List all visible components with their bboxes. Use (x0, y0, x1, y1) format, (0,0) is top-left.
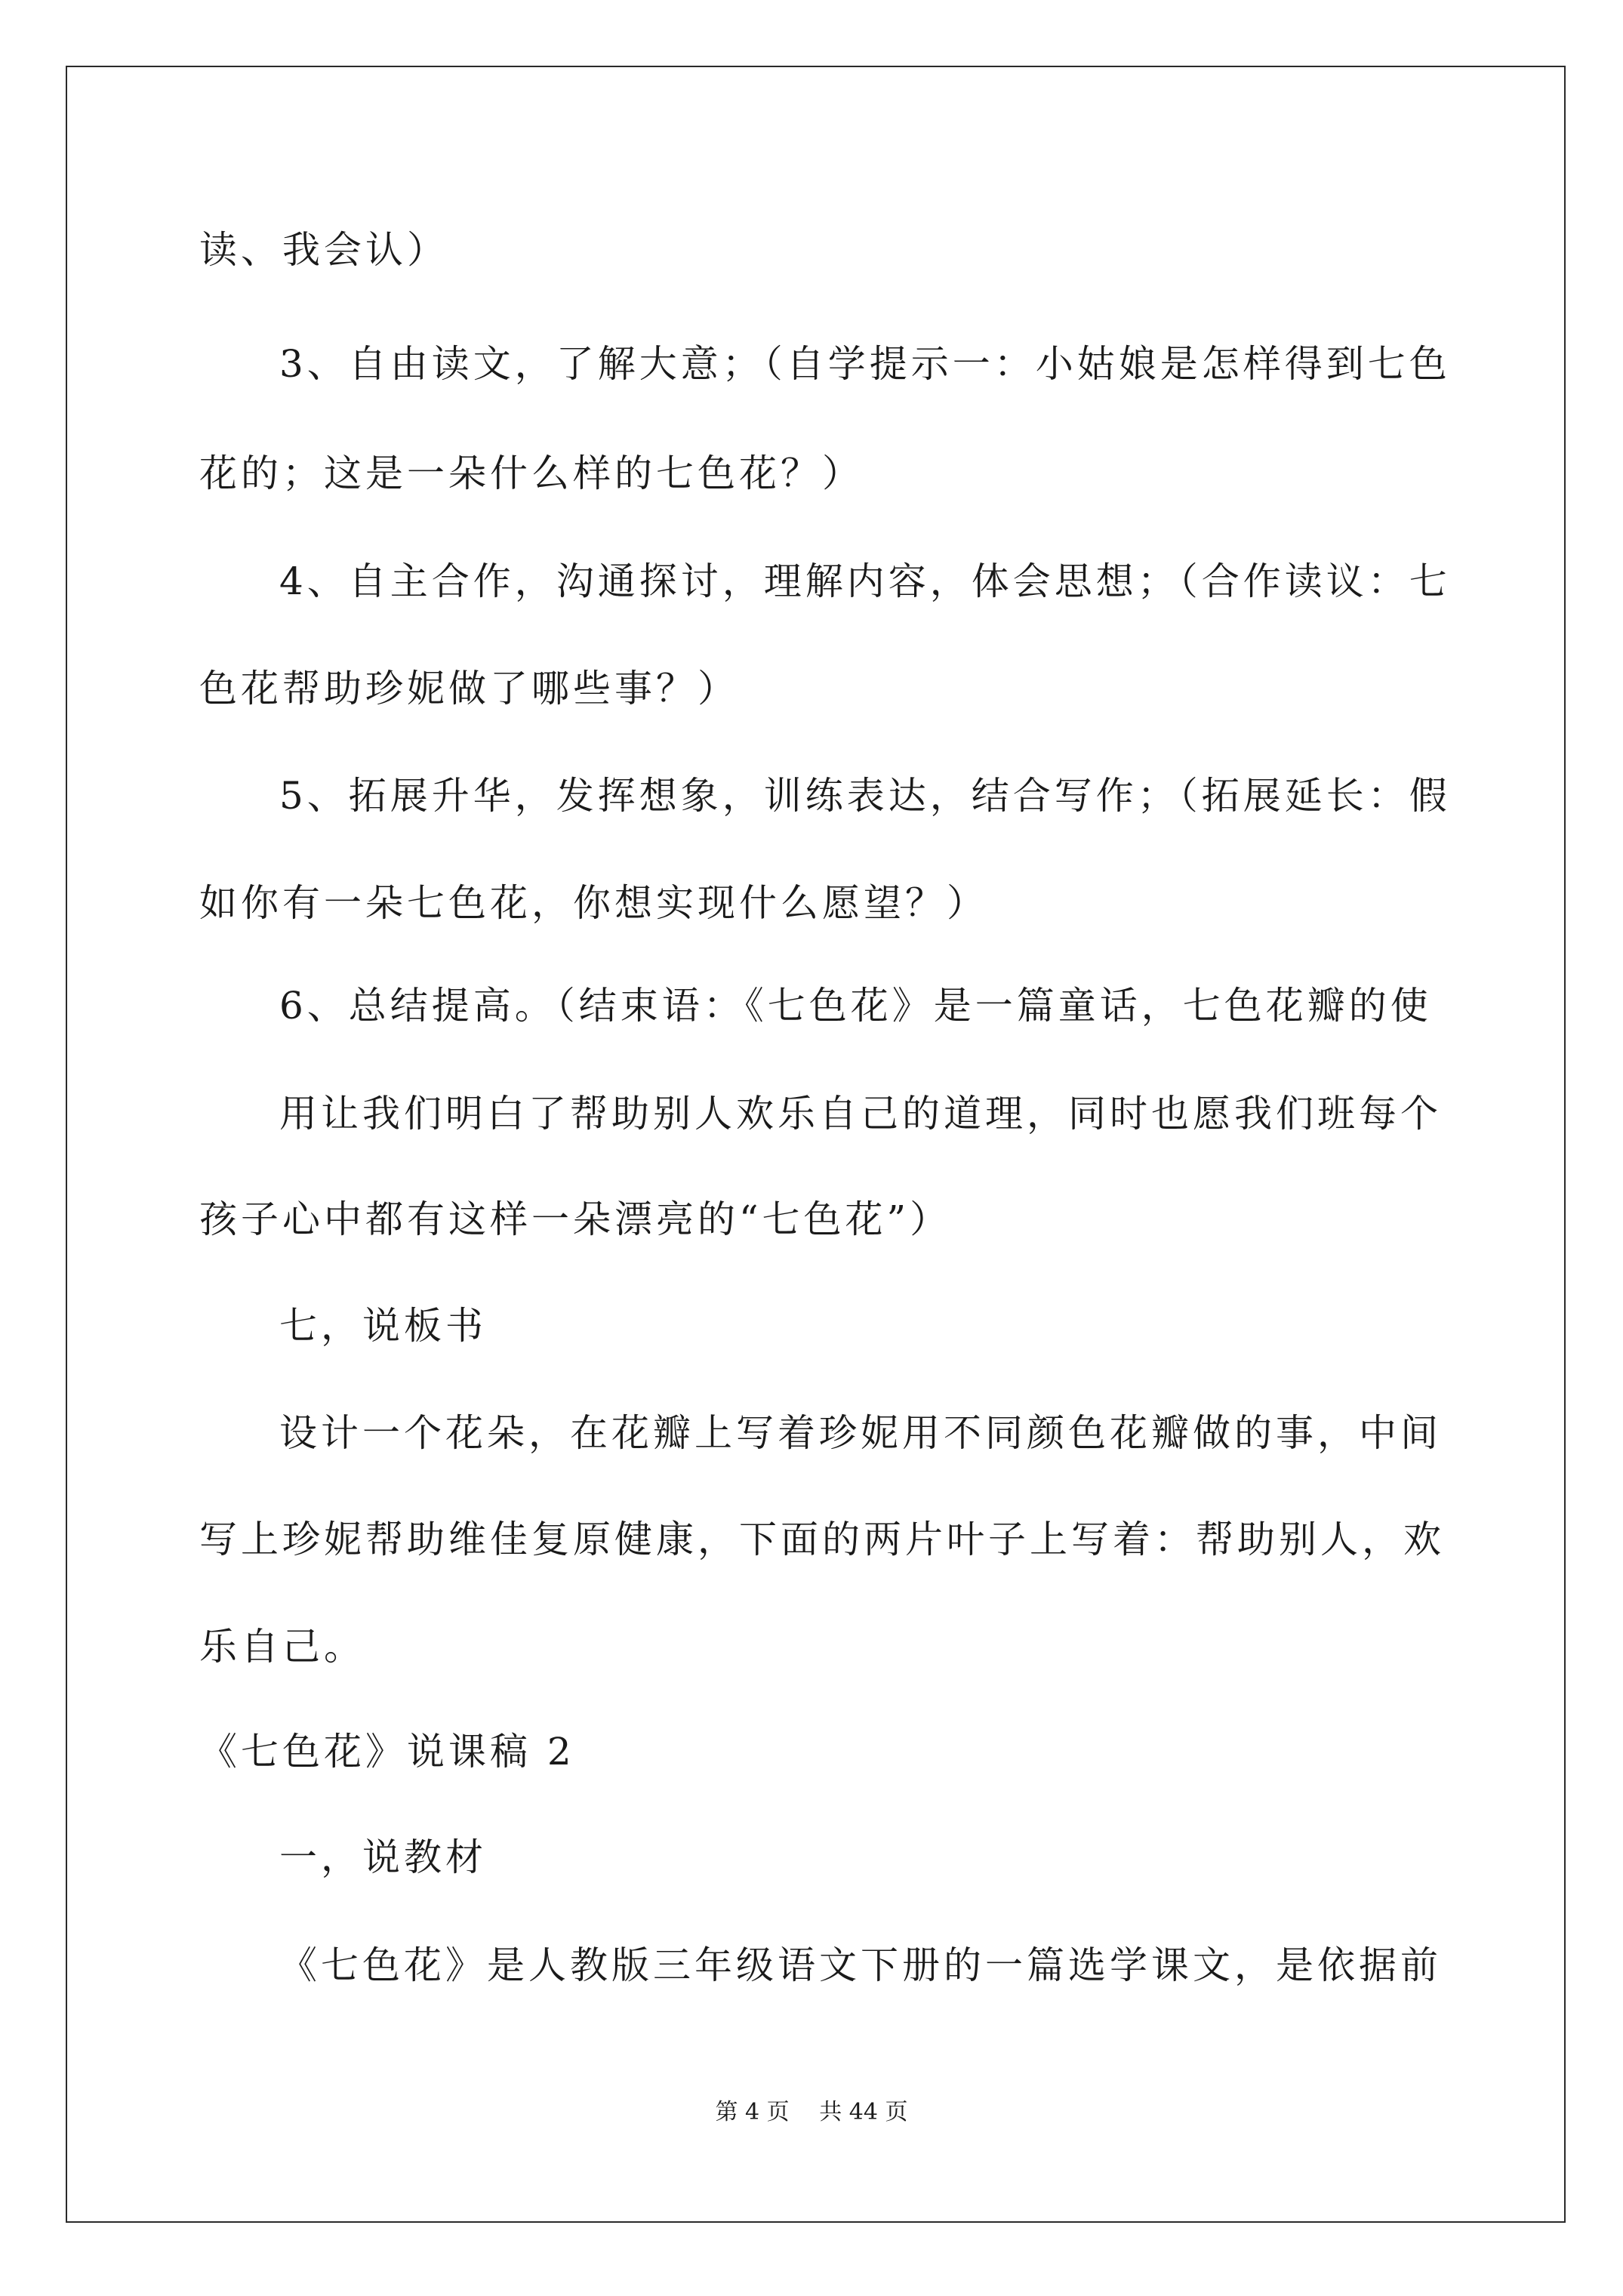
text-line: 6、总结提高。（结束语：《七色花》是一篇童话，七色花瓣的使 (279, 984, 1432, 1028)
text-line: 设计一个花朵，在花瓣上写着珍妮用不同颜色花瓣做的事，中间 (279, 1411, 1442, 1455)
section-heading: 七，说板书 (279, 1304, 487, 1348)
text-line: 3、自由读文，了解大意；（自学提示一：小姑娘是怎样得到七色 (279, 342, 1451, 386)
text-line: 用让我们明白了帮助别人欢乐自己的道理，同时也愿我们班每个 (279, 1092, 1442, 1136)
text-line: 如你有一朵七色花，你想实现什么愿望？） (199, 881, 988, 925)
text-line: 色花帮助珍妮做了哪些事？） (199, 667, 739, 710)
page-border (66, 66, 1566, 2223)
text-line: 写上珍妮帮助维佳复原健康，下面的两片叶子上写着：帮助别人，欢 (199, 1518, 1445, 1561)
text-line: 5、拓展升华，发挥想象，训练表达，结合写作；（拓展延长：假 (279, 774, 1451, 818)
text-line: 孩子心中都有这样一朵漂亮的“七色花”） (199, 1197, 952, 1241)
text-line: 花的；这是一朵什么样的七色花？） (199, 451, 864, 495)
section-heading: 一，说教材 (279, 1835, 487, 1879)
text-line: 读、我会认） (199, 228, 448, 272)
document-title: 《七色花》说课稿 2 (199, 1730, 575, 1774)
text-line: 《七色花》是人教版三年级语文下册的一篇选学课文，是依据前 (279, 1943, 1442, 1987)
text-line: 乐自己。 (199, 1625, 365, 1669)
page-number: 第 4 页 共 44 页 (715, 2099, 908, 2125)
text-line: 4、自主合作，沟通探讨，理解内容，体会思想；（合作读议：七 (279, 559, 1451, 603)
